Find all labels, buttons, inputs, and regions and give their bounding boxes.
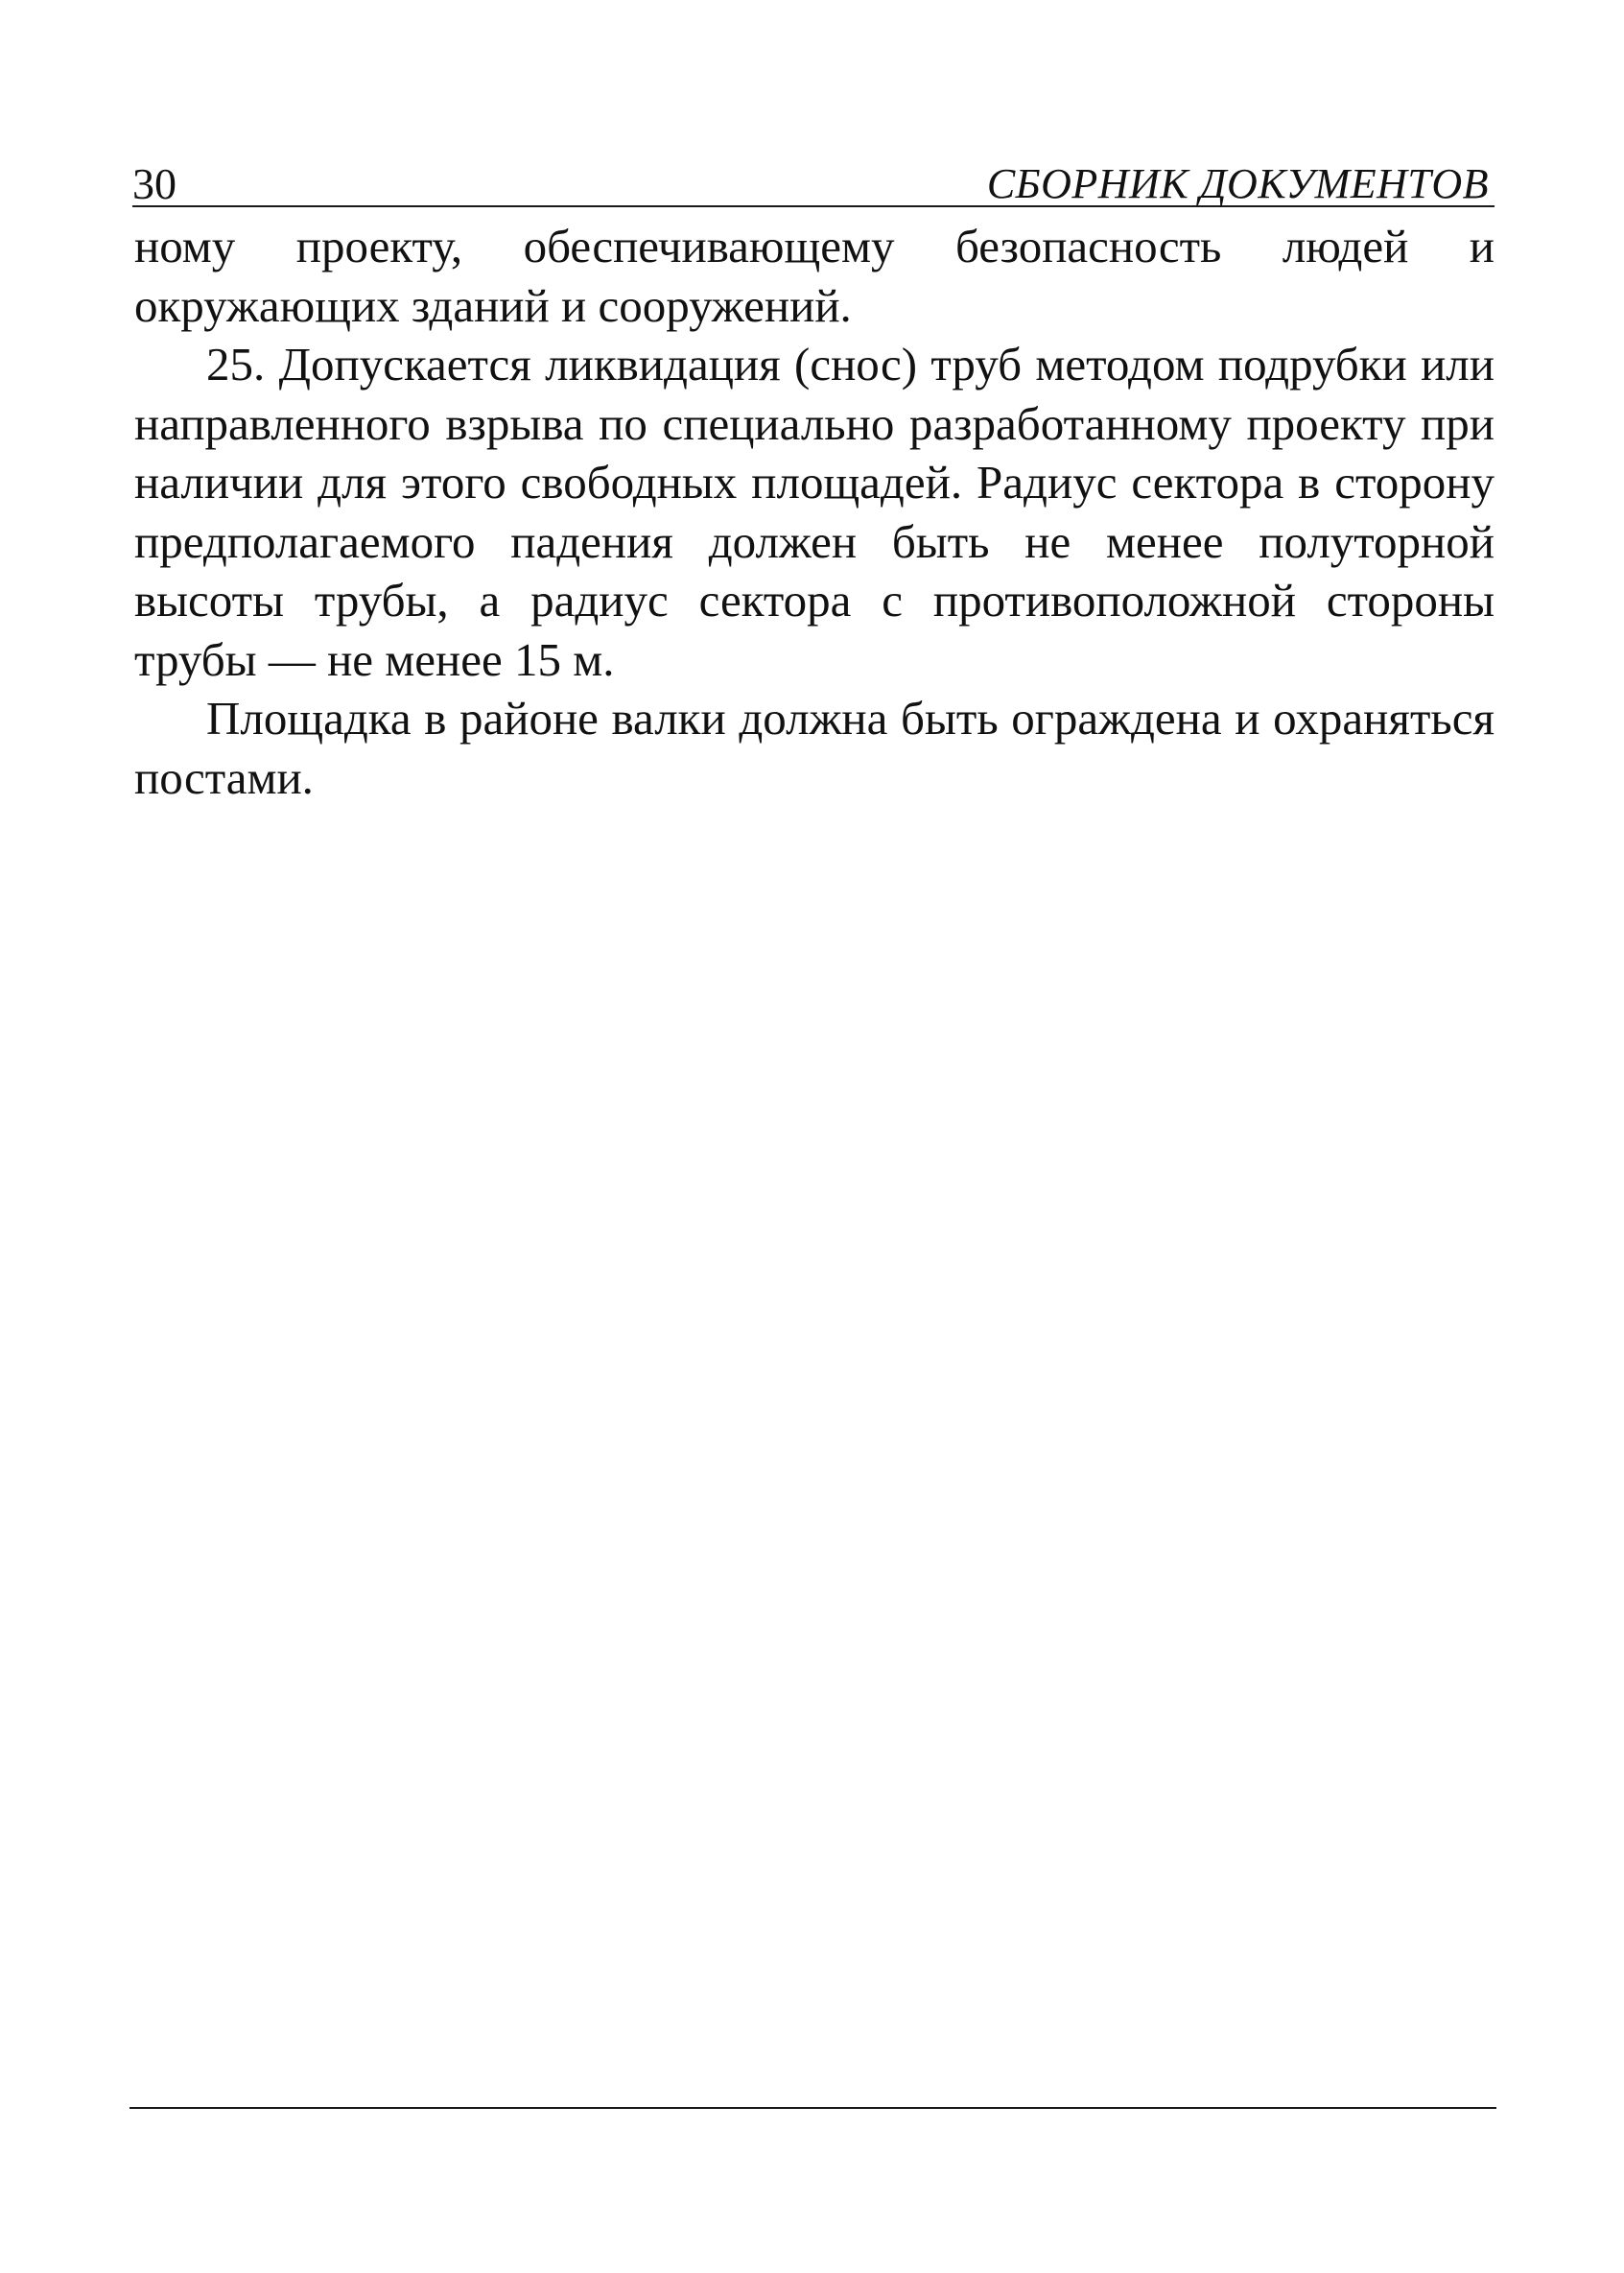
footer-rule bbox=[129, 2107, 1496, 2109]
paragraph-site-fencing: Площадка в районе валки должна быть ограждена и охраняться постами. bbox=[134, 692, 1495, 804]
paragraph-continuation: ному проекту, обеспечивающему безопасность людей и окружающих зданий и сооружений. bbox=[134, 220, 1495, 332]
paragraph-item-25: 25. Допускается ликвидация (снос) труб методом подрубки или направленного взрыва по специально разработанному проекту при наличии для этого свободных площадей. Радиус сектора в сторону предполагаемого падения должен быть не менее полуторной высоты трубы, а радиус сектора с противоположной стороны трубы — не менее 15 м. bbox=[134, 338, 1495, 686]
running-header-title: СБОРНИК ДОКУМЕНТОВ bbox=[986, 160, 1489, 207]
body-text bbox=[134, 217, 1495, 807]
page-number: 30 bbox=[132, 159, 177, 208]
running-header bbox=[132, 152, 1495, 207]
